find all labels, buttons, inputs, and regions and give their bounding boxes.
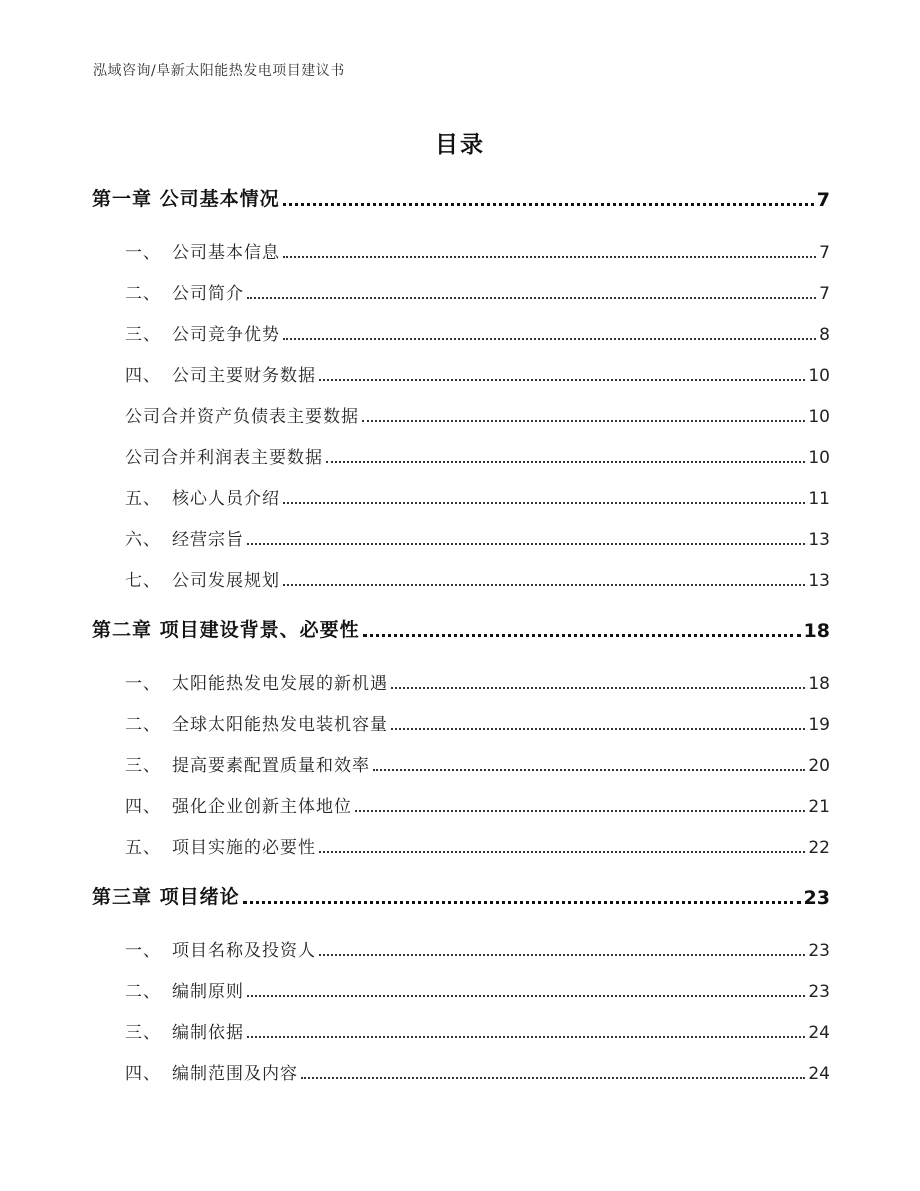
toc-entry-number: 七、	[125, 571, 161, 591]
toc-entry-number: 二、	[125, 982, 161, 1002]
toc-entry-page: 10	[808, 407, 830, 427]
toc-entry-title: 公司合并利润表主要数据	[125, 448, 323, 468]
toc-entry-number: 三、	[125, 756, 161, 776]
toc-leader-dots	[362, 420, 805, 422]
toc-entry-title: 公司基本信息	[172, 243, 280, 263]
toc-entry-title: 第三章 项目绪论	[92, 886, 240, 908]
toc-leader-dots	[247, 1036, 805, 1038]
toc-leader-dots	[247, 543, 805, 545]
toc-entry-title: 公司发展规划	[172, 571, 280, 591]
toc-entry-number: 四、	[125, 1064, 161, 1084]
toc-section-entry[interactable]	[125, 1017, 830, 1045]
toc-entry-number: 二、	[125, 715, 161, 735]
toc-leader-dots	[243, 901, 801, 904]
toc-section-entry[interactable]	[125, 524, 830, 552]
toc-entry-page: 13	[808, 571, 830, 591]
page-header: 泓域咨询/阜新太阳能热发电项目建议书	[93, 63, 345, 79]
toc-entry-page: 18	[808, 674, 830, 694]
toc-entry-label	[125, 402, 359, 429]
toc-entry-label	[125, 443, 323, 470]
toc-entry-title: 提高要素配置质量和效率	[172, 756, 370, 776]
toc-entry-number: 四、	[125, 797, 161, 817]
toc-chapter-entry[interactable]	[92, 616, 830, 644]
toc-entry-label	[92, 882, 240, 911]
toc-entry-label	[125, 1059, 298, 1086]
toc-section-entry[interactable]	[125, 750, 830, 778]
toc-entry-label	[125, 936, 316, 963]
toc-entry-number: 三、	[125, 1023, 161, 1043]
toc-section-entry[interactable]	[125, 709, 830, 737]
toc-entry-label	[125, 566, 280, 593]
toc-section-entry[interactable]	[125, 237, 830, 265]
toc-section-entry[interactable]	[125, 668, 830, 696]
toc-entry-title: 公司合并资产负债表主要数据	[125, 407, 359, 427]
toc-leader-dots	[319, 379, 805, 381]
toc-entry-label	[125, 710, 388, 737]
toc-entry-label	[125, 279, 244, 306]
toc-entry-page: 23	[808, 982, 830, 1002]
toc-entry-title: 强化企业创新主体地位	[172, 797, 352, 817]
toc-entry-label	[92, 184, 280, 213]
toc-entry-label	[125, 977, 244, 1004]
toc-entry-number: 二、	[125, 284, 161, 304]
toc-entry-number: 一、	[125, 941, 161, 961]
toc-leader-dots	[301, 1077, 805, 1079]
toc-entry-title: 编制原则	[172, 982, 244, 1002]
toc-section-entry[interactable]	[125, 401, 830, 429]
toc-section-entry[interactable]	[125, 565, 830, 593]
toc-entry-title: 编制依据	[172, 1023, 244, 1043]
toc-entry-label	[125, 525, 244, 552]
toc-entry-page: 10	[808, 448, 830, 468]
toc-leader-dots	[363, 634, 801, 637]
toc-entry-title: 公司主要财务数据	[172, 366, 316, 386]
toc-section-entry[interactable]	[125, 832, 830, 860]
toc-leader-dots	[355, 810, 805, 812]
toc-section-entry[interactable]	[125, 976, 830, 1004]
toc-entry-number: 三、	[125, 325, 161, 345]
toc-section-entry[interactable]	[125, 319, 830, 347]
toc-leader-dots	[283, 203, 814, 206]
toc-entry-page: 7	[816, 189, 830, 211]
toc-entry-label	[125, 320, 280, 347]
toc-leader-dots	[319, 851, 805, 853]
toc-entry-title: 项目实施的必要性	[172, 838, 316, 858]
toc-entry-title: 项目名称及投资人	[172, 941, 316, 961]
toc-entry-page: 11	[808, 489, 830, 509]
toc-entry-label	[125, 484, 280, 511]
toc-leader-dots	[283, 502, 805, 504]
toc-leader-dots	[326, 461, 805, 463]
toc-entry-page: 23	[803, 887, 830, 909]
toc-chapter-entry[interactable]	[92, 883, 830, 911]
toc-entry-title: 第二章 项目建设背景、必要性	[92, 619, 360, 641]
toc-entry-page: 22	[808, 838, 830, 858]
toc-entry-label	[125, 238, 280, 265]
toc-leader-dots	[319, 954, 805, 956]
toc-leader-dots	[247, 297, 816, 299]
toc-title: 目录	[435, 132, 485, 158]
toc-entry-page: 10	[808, 366, 830, 386]
toc-entry-label	[125, 1018, 244, 1045]
toc-entry-title: 第一章 公司基本情况	[92, 188, 280, 210]
toc-entry-page: 24	[808, 1064, 830, 1084]
toc-entry-page: 7	[819, 243, 830, 263]
toc-entry-label	[125, 669, 388, 696]
toc-leader-dots	[373, 769, 805, 771]
toc-entry-page: 21	[808, 797, 830, 817]
toc-entry-label	[125, 792, 352, 819]
toc-entry-number: 一、	[125, 674, 161, 694]
toc-entry-number: 一、	[125, 243, 161, 263]
toc-section-entry[interactable]	[125, 278, 830, 306]
toc-entry-page: 20	[808, 756, 830, 776]
toc-leader-dots	[391, 687, 805, 689]
toc-entry-page: 18	[803, 620, 830, 642]
toc-section-entry[interactable]	[125, 1058, 830, 1086]
toc-entry-page: 24	[808, 1023, 830, 1043]
toc-entry-label	[125, 361, 316, 388]
toc-entry-label	[125, 751, 370, 778]
toc-leader-dots	[391, 728, 805, 730]
toc-section-entry[interactable]	[125, 791, 830, 819]
toc-entry-number: 四、	[125, 366, 161, 386]
toc-entry-page: 19	[808, 715, 830, 735]
toc-section-entry[interactable]	[125, 935, 830, 963]
toc-entry-title: 编制范围及内容	[172, 1064, 298, 1084]
toc-leader-dots	[283, 256, 816, 258]
toc-leader-dots	[283, 338, 816, 340]
toc-section-entry[interactable]	[125, 483, 830, 511]
toc-entry-number: 五、	[125, 838, 161, 858]
toc-leader-dots	[247, 995, 805, 997]
toc-entry-page: 13	[808, 530, 830, 550]
toc-entry-label	[125, 833, 316, 860]
toc-entry-label	[92, 615, 360, 644]
toc-entry-title: 公司简介	[172, 284, 244, 304]
toc-chapter-entry[interactable]	[92, 185, 830, 213]
toc-entry-page: 7	[819, 284, 830, 304]
toc-section-entry[interactable]	[125, 442, 830, 470]
toc-leader-dots	[283, 584, 805, 586]
toc-entry-title: 经营宗旨	[172, 530, 244, 550]
toc-entry-number: 六、	[125, 530, 161, 550]
toc-entry-title: 太阳能热发电发展的新机遇	[172, 674, 388, 694]
toc-entry-page: 23	[808, 941, 830, 961]
toc-section-entry[interactable]	[125, 360, 830, 388]
toc-entry-title: 公司竞争优势	[172, 325, 280, 345]
toc-entry-page: 8	[819, 325, 830, 345]
toc-entry-title: 全球太阳能热发电装机容量	[172, 715, 388, 735]
toc-entry-title: 核心人员介绍	[172, 489, 280, 509]
toc-entry-number: 五、	[125, 489, 161, 509]
